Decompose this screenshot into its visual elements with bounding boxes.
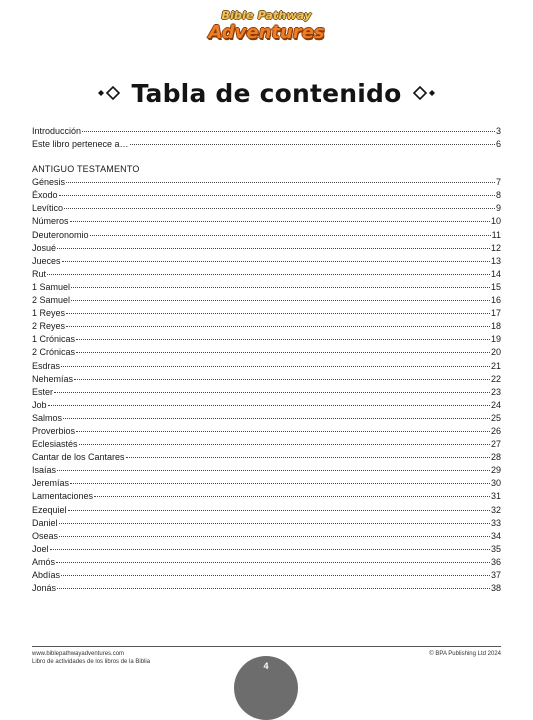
- toc-entry-label: Eclesiastés: [32, 439, 78, 450]
- toc-entry: [32, 556, 501, 569]
- logo-line-1: Bible Pathway: [221, 9, 312, 22]
- toc-entry: [32, 582, 501, 595]
- dot-leader: [126, 457, 490, 458]
- toc-entry-label: Josué: [32, 242, 57, 253]
- toc-entry: [32, 569, 501, 582]
- toc-entry-page: 21: [490, 360, 501, 371]
- toc-entry: [32, 255, 501, 268]
- section-heading: ANTIGUO TESTAMENTO: [32, 164, 140, 175]
- dot-leader: [47, 274, 490, 275]
- toc-entry: [32, 333, 501, 346]
- toc-entry: [32, 504, 501, 517]
- dot-leader: [71, 287, 490, 288]
- toc-entry-page: 11: [491, 229, 501, 240]
- toc-entry: [32, 346, 501, 359]
- toc-entry: [32, 268, 501, 281]
- dot-leader: [57, 588, 490, 589]
- toc-entry-label: Ezequiel: [32, 504, 67, 515]
- toc-entry: [32, 189, 501, 202]
- old-testament-list: [32, 176, 501, 595]
- toc-entry-label: Rut: [32, 268, 47, 279]
- dot-leader: [57, 470, 490, 471]
- toc-entry-label: 2 Crónicas: [32, 347, 76, 358]
- toc-entry-label: 1 Reyes: [32, 308, 66, 319]
- dot-leader: [130, 144, 495, 145]
- toc-entry-page: 16: [490, 295, 501, 306]
- dot-leader: [61, 575, 490, 576]
- dot-leader: [71, 300, 490, 301]
- toc-entry-label: 1 Crónicas: [32, 334, 76, 345]
- toc-entry-label: Jonás: [32, 583, 57, 594]
- toc-entry-label: 2 Reyes: [32, 321, 66, 332]
- dot-leader: [59, 523, 490, 524]
- toc-entry: [32, 281, 501, 294]
- toc-entry-page: 14: [490, 268, 501, 279]
- toc-entry-page: 38: [490, 583, 501, 594]
- table-of-contents: [32, 125, 501, 595]
- toc-entry-page: 35: [490, 543, 501, 554]
- toc-entry-page: 15: [490, 281, 501, 292]
- toc-entry: [32, 517, 501, 530]
- dot-leader: [59, 536, 490, 537]
- toc-entry: [32, 307, 501, 320]
- dot-leader: [70, 483, 490, 484]
- toc-entry-label: Daniel: [32, 517, 58, 528]
- toc-entry: [32, 176, 501, 189]
- toc-entry: [32, 202, 501, 215]
- toc-entry-label: Ester: [32, 386, 54, 397]
- intro-list: [32, 125, 501, 151]
- dot-leader: [59, 195, 495, 196]
- toc-entry-label: 1 Samuel: [32, 281, 71, 292]
- dot-leader: [50, 549, 490, 550]
- toc-entry-label: Cantar de los Cantares: [32, 452, 125, 463]
- toc-entry-page: 20: [490, 347, 501, 358]
- toc-entry: [32, 412, 501, 425]
- toc-entry-page: 31: [490, 491, 501, 502]
- toc-entry-label: Este libro pertenece a…: [32, 139, 129, 150]
- footer-divider: [32, 646, 501, 647]
- toc-entry-label: Abdías: [32, 570, 61, 580]
- dot-leader: [62, 261, 490, 262]
- toc-entry-page: 26: [490, 425, 501, 436]
- toc-entry-label: Salmos: [32, 412, 63, 423]
- toc-entry-label: Génesis: [32, 177, 66, 188]
- dot-leader: [66, 182, 495, 183]
- toc-entry: [32, 125, 501, 138]
- toc-entry: [32, 215, 501, 228]
- dot-leader: [74, 379, 490, 380]
- toc-entry-label: Joel: [32, 543, 49, 554]
- title-row: [0, 76, 533, 110]
- toc-entry-label: 2 Samuel: [32, 295, 71, 306]
- toc-entry-page: 36: [490, 556, 501, 567]
- toc-entry: [32, 530, 501, 543]
- toc-entry: [32, 242, 501, 255]
- toc-entry-page: 37: [490, 570, 501, 580]
- toc-entry-label: Levítico: [32, 203, 64, 214]
- dot-leader: [68, 510, 490, 511]
- toc-entry-page: 19: [490, 334, 501, 345]
- toc-entry-label: Jueces: [32, 255, 61, 266]
- toc-entry-label: Esdras: [32, 360, 61, 371]
- page-number: 4: [263, 661, 269, 671]
- dot-leader: [76, 339, 490, 340]
- toc-entry: [32, 399, 501, 412]
- logo-line-2: Adventures: [208, 22, 325, 43]
- toc-entry: [32, 138, 501, 151]
- dot-leader: [56, 562, 490, 563]
- toc-entry-page: 28: [490, 452, 501, 463]
- toc-entry-label: Nehemías: [32, 373, 74, 384]
- footer-copyright: © BPA Publishing Ltd 2024: [429, 651, 501, 657]
- toc-entry-page: 27: [490, 439, 501, 450]
- toc-entry: [32, 294, 501, 307]
- dot-leader: [76, 431, 490, 432]
- toc-entry-label: Introducción: [32, 126, 82, 136]
- diamond-ornament-icon: [97, 86, 121, 100]
- toc-entry-page: 32: [490, 504, 501, 515]
- toc-entry: [32, 425, 501, 438]
- dot-leader: [64, 208, 495, 209]
- dot-leader: [61, 366, 490, 367]
- dot-leader: [48, 405, 490, 406]
- diamond-ornament-icon: [412, 86, 436, 100]
- dot-leader: [82, 131, 495, 132]
- toc-entry-page: 23: [490, 386, 501, 397]
- toc-entry: [32, 386, 501, 399]
- toc-entry-page: 13: [490, 255, 501, 266]
- toc-entry-page: 9: [495, 203, 501, 214]
- toc-entry: [32, 373, 501, 386]
- toc-entry-page: 3: [495, 126, 501, 136]
- toc-entry-label: Proverbios: [32, 425, 76, 436]
- toc-entry: [32, 464, 501, 477]
- toc-entry-page: 8: [495, 190, 501, 201]
- dot-leader: [66, 326, 490, 327]
- toc-entry: [32, 229, 501, 242]
- toc-entry: [32, 320, 501, 333]
- toc-entry-page: 18: [490, 321, 501, 332]
- toc-entry-label: Lamentaciones: [32, 491, 94, 502]
- footer-website: www.biblepathwayadventures.com: [32, 651, 125, 657]
- dot-leader: [57, 248, 490, 249]
- toc-entry-page: 10: [490, 216, 501, 227]
- toc-entry-page: 34: [490, 530, 501, 541]
- toc-entry: [32, 360, 501, 373]
- toc-entry-page: 24: [490, 399, 501, 410]
- dot-leader: [79, 444, 490, 445]
- toc-entry: [32, 543, 501, 556]
- toc-entry-label: Job: [32, 399, 47, 410]
- dot-leader: [66, 313, 490, 314]
- toc-entry-label: Deuteronomio: [32, 229, 89, 240]
- toc-entry-page: 12: [490, 242, 501, 253]
- toc-entry-label: Isaías: [32, 465, 57, 476]
- toc-entry-page: 17: [490, 308, 501, 319]
- dot-leader: [76, 352, 490, 353]
- toc-entry-label: Amós: [32, 556, 56, 567]
- toc-entry: [32, 451, 501, 464]
- toc-entry: [32, 438, 501, 451]
- toc-entry-page: 30: [490, 478, 501, 489]
- toc-entry-page: 7: [495, 177, 501, 188]
- toc-entry-page: 29: [490, 465, 501, 476]
- dot-leader: [63, 418, 490, 419]
- footer-book-title: Libro de actividades de los libros de la Biblia: [32, 659, 151, 665]
- page-title: Tabla de contenido: [131, 78, 402, 108]
- toc-entry: [32, 490, 501, 503]
- dot-leader: [54, 392, 490, 393]
- dot-leader: [70, 221, 490, 222]
- dot-leader: [94, 496, 490, 497]
- toc-entry-label: Oseas: [32, 530, 59, 541]
- toc-entry-page: 22: [490, 373, 501, 384]
- toc-entry-label: Números: [32, 216, 69, 227]
- toc-entry-label: Éxodo: [32, 190, 58, 201]
- toc-entry-page: 25: [490, 412, 501, 423]
- dot-leader: [90, 235, 491, 236]
- footer-left: [32, 650, 150, 666]
- toc-entry: [32, 477, 501, 490]
- toc-entry-page: 6: [495, 139, 501, 150]
- toc-entry-page: 33: [490, 517, 501, 528]
- toc-entry-label: Jeremías: [32, 478, 70, 489]
- brand-logo: [0, 10, 533, 43]
